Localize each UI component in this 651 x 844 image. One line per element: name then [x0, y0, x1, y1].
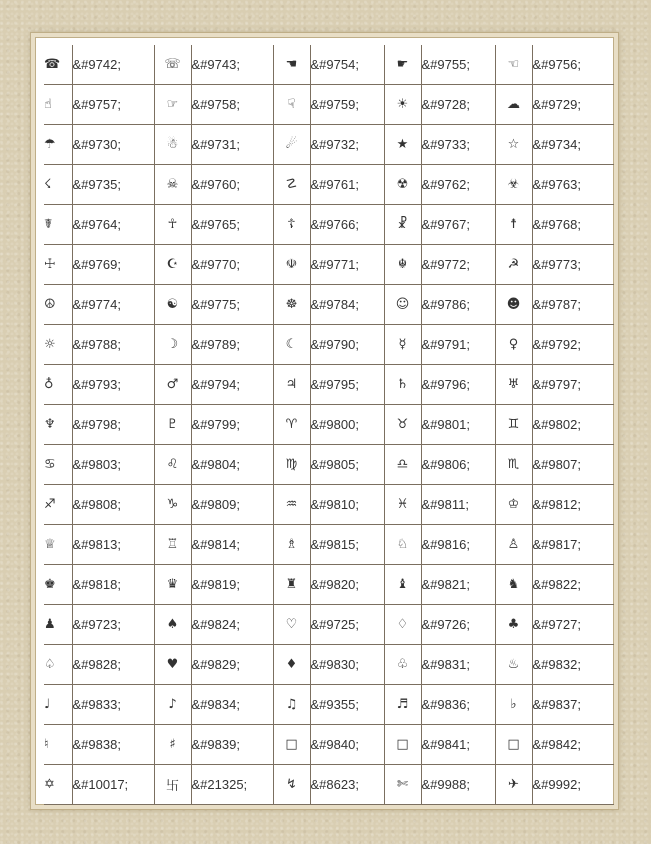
- entity-code: &#9809;: [191, 485, 273, 525]
- symbol-glyph: ♇: [154, 405, 191, 445]
- symbol-glyph: ♞: [495, 565, 532, 605]
- symbol-glyph: ♯: [154, 725, 191, 765]
- symbol-glyph: ♍: [273, 445, 310, 485]
- symbol-glyph: ♚: [44, 565, 72, 605]
- symbol-glyph: ☯: [154, 285, 191, 325]
- entity-code: &#9733;: [421, 125, 495, 165]
- entity-code: &#9840;: [310, 725, 384, 765]
- entity-code: &#9794;: [191, 365, 273, 405]
- symbol-glyph: ♭: [495, 685, 532, 725]
- entity-code: &#9837;: [532, 685, 614, 725]
- symbol-glyph: ✡: [44, 765, 72, 805]
- entity-code: &#9819;: [191, 565, 273, 605]
- table-row: [44, 765, 614, 805]
- entity-code: &#9820;: [310, 565, 384, 605]
- symbol-glyph: ♉: [384, 405, 421, 445]
- entity-code: &#9992;: [532, 765, 614, 805]
- symbol-glyph: □: [384, 725, 421, 765]
- table-row: [44, 325, 614, 365]
- symbol-glyph: ♅: [495, 365, 532, 405]
- symbol-glyph: ☞: [154, 85, 191, 125]
- table-row: [44, 445, 614, 485]
- symbol-glyph: ♃: [273, 365, 310, 405]
- symbol-glyph: ☡: [273, 165, 310, 205]
- table-row: [44, 165, 614, 205]
- entity-code: &#9763;: [532, 165, 614, 205]
- symbol-glyph: ♑: [154, 485, 191, 525]
- symbol-glyph: ♀: [495, 325, 532, 365]
- symbol-glyph: ♂: [154, 365, 191, 405]
- entity-code: &#9812;: [532, 485, 614, 525]
- entity-code: &#9815;: [310, 525, 384, 565]
- entity-code: &#9789;: [191, 325, 273, 365]
- entity-code: &#9791;: [421, 325, 495, 365]
- entity-code: &#9800;: [310, 405, 384, 445]
- symbol-glyph: ♟: [44, 605, 72, 645]
- entity-code: &#9726;: [421, 605, 495, 645]
- entity-code: &#9732;: [310, 125, 384, 165]
- entity-code: &#9834;: [191, 685, 273, 725]
- symbol-glyph: ♓: [384, 485, 421, 525]
- entity-code: &#9757;: [72, 85, 154, 125]
- entity-code: &#9725;: [310, 605, 384, 645]
- table-row: [44, 205, 614, 245]
- symbol-glyph: ♛: [154, 565, 191, 605]
- entity-code: &#9805;: [310, 445, 384, 485]
- character-table-panel: [31, 33, 618, 809]
- symbol-glyph: ♎: [384, 445, 421, 485]
- symbol-glyph: ♧: [384, 645, 421, 685]
- entity-code: &#9784;: [310, 285, 384, 325]
- symbol-glyph: ♏: [495, 445, 532, 485]
- symbol-glyph: ☃: [154, 125, 191, 165]
- entity-code: &#9765;: [191, 205, 273, 245]
- symbol-glyph: ♪: [154, 685, 191, 725]
- entity-code: &#9801;: [421, 405, 495, 445]
- symbol-glyph: ☾: [273, 325, 310, 365]
- entity-code: &#9728;: [421, 85, 495, 125]
- symbol-glyph: ♄: [384, 365, 421, 405]
- entity-code: &#9773;: [532, 245, 614, 285]
- symbol-glyph: ♒: [273, 485, 310, 525]
- symbol-glyph: ☻: [495, 285, 532, 325]
- entity-code: &#9797;: [532, 365, 614, 405]
- entity-code: &#9758;: [191, 85, 273, 125]
- entity-code: &#9836;: [421, 685, 495, 725]
- entity-code: &#9755;: [421, 45, 495, 85]
- entity-code: &#9830;: [310, 645, 384, 685]
- symbol-glyph: ♁: [44, 365, 72, 405]
- entity-code: &#9814;: [191, 525, 273, 565]
- entity-code: &#9803;: [72, 445, 154, 485]
- table-row: [44, 45, 614, 85]
- symbol-glyph: ☪: [154, 245, 191, 285]
- entity-code: &#9772;: [421, 245, 495, 285]
- entity-code: &#9760;: [191, 165, 273, 205]
- symbol-glyph: ♤: [44, 645, 72, 685]
- entity-code: &#9730;: [72, 125, 154, 165]
- entity-code: &#21325;: [191, 765, 273, 805]
- symbol-glyph: ☣: [495, 165, 532, 205]
- symbol-glyph: ☢: [384, 165, 421, 205]
- symbol-glyph: ♨: [495, 645, 532, 685]
- entity-code: &#9838;: [72, 725, 154, 765]
- symbol-glyph: ☭: [495, 245, 532, 285]
- entity-code: &#9816;: [421, 525, 495, 565]
- symbol-glyph: ☦: [273, 205, 310, 245]
- symbol-glyph: ♕: [44, 525, 72, 565]
- symbol-glyph: ☿: [384, 325, 421, 365]
- entity-code: &#9822;: [532, 565, 614, 605]
- symbol-glyph: ♆: [44, 405, 72, 445]
- entity-code: &#9754;: [310, 45, 384, 85]
- symbol-glyph: ♥: [154, 645, 191, 685]
- symbol-glyph: ♘: [384, 525, 421, 565]
- symbol-glyph: ♣: [495, 605, 532, 645]
- table-row: [44, 725, 614, 765]
- symbol-glyph: ☚: [273, 45, 310, 85]
- symbol-glyph: □: [495, 725, 532, 765]
- symbol-glyph: ★: [384, 125, 421, 165]
- entity-code: &#9767;: [421, 205, 495, 245]
- table-row: [44, 525, 614, 565]
- symbol-glyph: ♐: [44, 485, 72, 525]
- entity-code: &#9818;: [72, 565, 154, 605]
- symbol-glyph: ☄: [273, 125, 310, 165]
- entity-code: &#9734;: [532, 125, 614, 165]
- symbol-glyph: ♮: [44, 725, 72, 765]
- entity-code: &#9775;: [191, 285, 273, 325]
- table-row: [44, 405, 614, 445]
- symbol-glyph: ☆: [495, 125, 532, 165]
- entity-code: &#9768;: [532, 205, 614, 245]
- entity-code: &#9770;: [191, 245, 273, 285]
- symbol-glyph: ☠: [154, 165, 191, 205]
- symbol-glyph: ♩: [44, 685, 72, 725]
- entity-code: &#9788;: [72, 325, 154, 365]
- entity-code: &#9756;: [532, 45, 614, 85]
- symbol-glyph: ☀: [384, 85, 421, 125]
- entity-code: &#9729;: [532, 85, 614, 125]
- entity-code: &#9821;: [421, 565, 495, 605]
- symbol-glyph: ♖: [154, 525, 191, 565]
- entity-code: &#8623;: [310, 765, 384, 805]
- symbol-glyph: ♙: [495, 525, 532, 565]
- entity-code: &#9764;: [72, 205, 154, 245]
- table-row: [44, 485, 614, 525]
- symbol-glyph: ☜: [495, 45, 532, 85]
- symbol-glyph: ☟: [273, 85, 310, 125]
- entity-code: &#9774;: [72, 285, 154, 325]
- symbol-glyph: ♢: [384, 605, 421, 645]
- symbol-glyph: ♠: [154, 605, 191, 645]
- entity-code: &#9743;: [191, 45, 273, 85]
- entity-code: &#9833;: [72, 685, 154, 725]
- entity-code: &#9839;: [191, 725, 273, 765]
- entity-code: &#9795;: [310, 365, 384, 405]
- entity-code: &#9829;: [191, 645, 273, 685]
- table-row: [44, 605, 614, 645]
- entity-code: &#9828;: [72, 645, 154, 685]
- entity-code: &#9793;: [72, 365, 154, 405]
- symbol-glyph: ☮: [44, 285, 72, 325]
- symbol-glyph: ♈: [273, 405, 310, 445]
- table-row: [44, 365, 614, 405]
- symbol-glyph: ☎: [44, 45, 72, 85]
- symbol-glyph: ☇: [44, 165, 72, 205]
- entity-code: &#9790;: [310, 325, 384, 365]
- symbol-glyph: ☨: [495, 205, 532, 245]
- entity-code: &#9766;: [310, 205, 384, 245]
- entity-code: &#9988;: [421, 765, 495, 805]
- symbol-glyph: ♗: [273, 525, 310, 565]
- entity-code: &#9727;: [532, 605, 614, 645]
- symbol-glyph: ♊: [495, 405, 532, 445]
- entity-code: &#9824;: [191, 605, 273, 645]
- symbol-glyph: ↯: [273, 765, 310, 805]
- symbol-glyph: ☥: [154, 205, 191, 245]
- symbol-glyph: ♋: [44, 445, 72, 485]
- entity-code: &#9832;: [532, 645, 614, 685]
- table-row: [44, 245, 614, 285]
- symbol-glyph: □: [273, 725, 310, 765]
- symbol-glyph: ☝: [44, 85, 72, 125]
- entity-code: &#9841;: [421, 725, 495, 765]
- table-row: [44, 285, 614, 325]
- entity-code: &#9806;: [421, 445, 495, 485]
- symbol-glyph: ✄: [384, 765, 421, 805]
- symbol-glyph: ♦: [273, 645, 310, 685]
- symbol-glyph: ♝: [384, 565, 421, 605]
- symbol-glyph: ☛: [384, 45, 421, 85]
- entity-code: &#9787;: [532, 285, 614, 325]
- entity-code: &#9731;: [191, 125, 273, 165]
- symbol-glyph: ♔: [495, 485, 532, 525]
- entity-code: &#9804;: [191, 445, 273, 485]
- entity-code: &#9742;: [72, 45, 154, 85]
- symbol-glyph: ☫: [273, 245, 310, 285]
- symbol-glyph: ☺: [384, 285, 421, 325]
- table-row: [44, 85, 614, 125]
- entity-code: &#9769;: [72, 245, 154, 285]
- symbol-glyph: ♌: [154, 445, 191, 485]
- entity-code: &#9723;: [72, 605, 154, 645]
- symbol-glyph: ✈: [495, 765, 532, 805]
- entity-code: &#9813;: [72, 525, 154, 565]
- entity-code: &#9811;: [421, 485, 495, 525]
- entity-code: &#9798;: [72, 405, 154, 445]
- symbol-glyph: ☩: [44, 245, 72, 285]
- symbol-glyph: ☏: [154, 45, 191, 85]
- entity-code: &#9810;: [310, 485, 384, 525]
- table-row: [44, 685, 614, 725]
- entity-code: &#9771;: [310, 245, 384, 285]
- entity-code: &#9796;: [421, 365, 495, 405]
- symbol-glyph: ♬: [384, 685, 421, 725]
- entity-code: &#9761;: [310, 165, 384, 205]
- symbol-glyph: ☬: [384, 245, 421, 285]
- entity-code: &#9799;: [191, 405, 273, 445]
- entity-code: &#9808;: [72, 485, 154, 525]
- entity-code: &#9831;: [421, 645, 495, 685]
- symbol-glyph: ☽: [154, 325, 191, 365]
- table-row: [44, 565, 614, 605]
- entity-code: &#9817;: [532, 525, 614, 565]
- symbol-glyph: ♫: [273, 685, 310, 725]
- symbol-glyph: 卐: [154, 765, 191, 805]
- symbol-glyph: ☧: [384, 205, 421, 245]
- symbol-glyph: ☁: [495, 85, 532, 125]
- entity-code: &#9792;: [532, 325, 614, 365]
- symbol-glyph: ♡: [273, 605, 310, 645]
- symbol-glyph: ☂: [44, 125, 72, 165]
- entity-code: &#9355;: [310, 685, 384, 725]
- symbol-glyph: ☼: [44, 325, 72, 365]
- table-row: [44, 125, 614, 165]
- table-row: [44, 645, 614, 685]
- entity-code: &#9842;: [532, 725, 614, 765]
- entity-code: &#9786;: [421, 285, 495, 325]
- symbol-glyph: ☤: [44, 205, 72, 245]
- entity-code: &#9802;: [532, 405, 614, 445]
- symbol-glyph: ☸: [273, 285, 310, 325]
- entity-code: &#9735;: [72, 165, 154, 205]
- entity-code: &#10017;: [72, 765, 154, 805]
- entity-code: &#9762;: [421, 165, 495, 205]
- entity-code: &#9807;: [532, 445, 614, 485]
- symbol-glyph: ♜: [273, 565, 310, 605]
- entity-code: &#9759;: [310, 85, 384, 125]
- html-entity-table: [44, 45, 614, 805]
